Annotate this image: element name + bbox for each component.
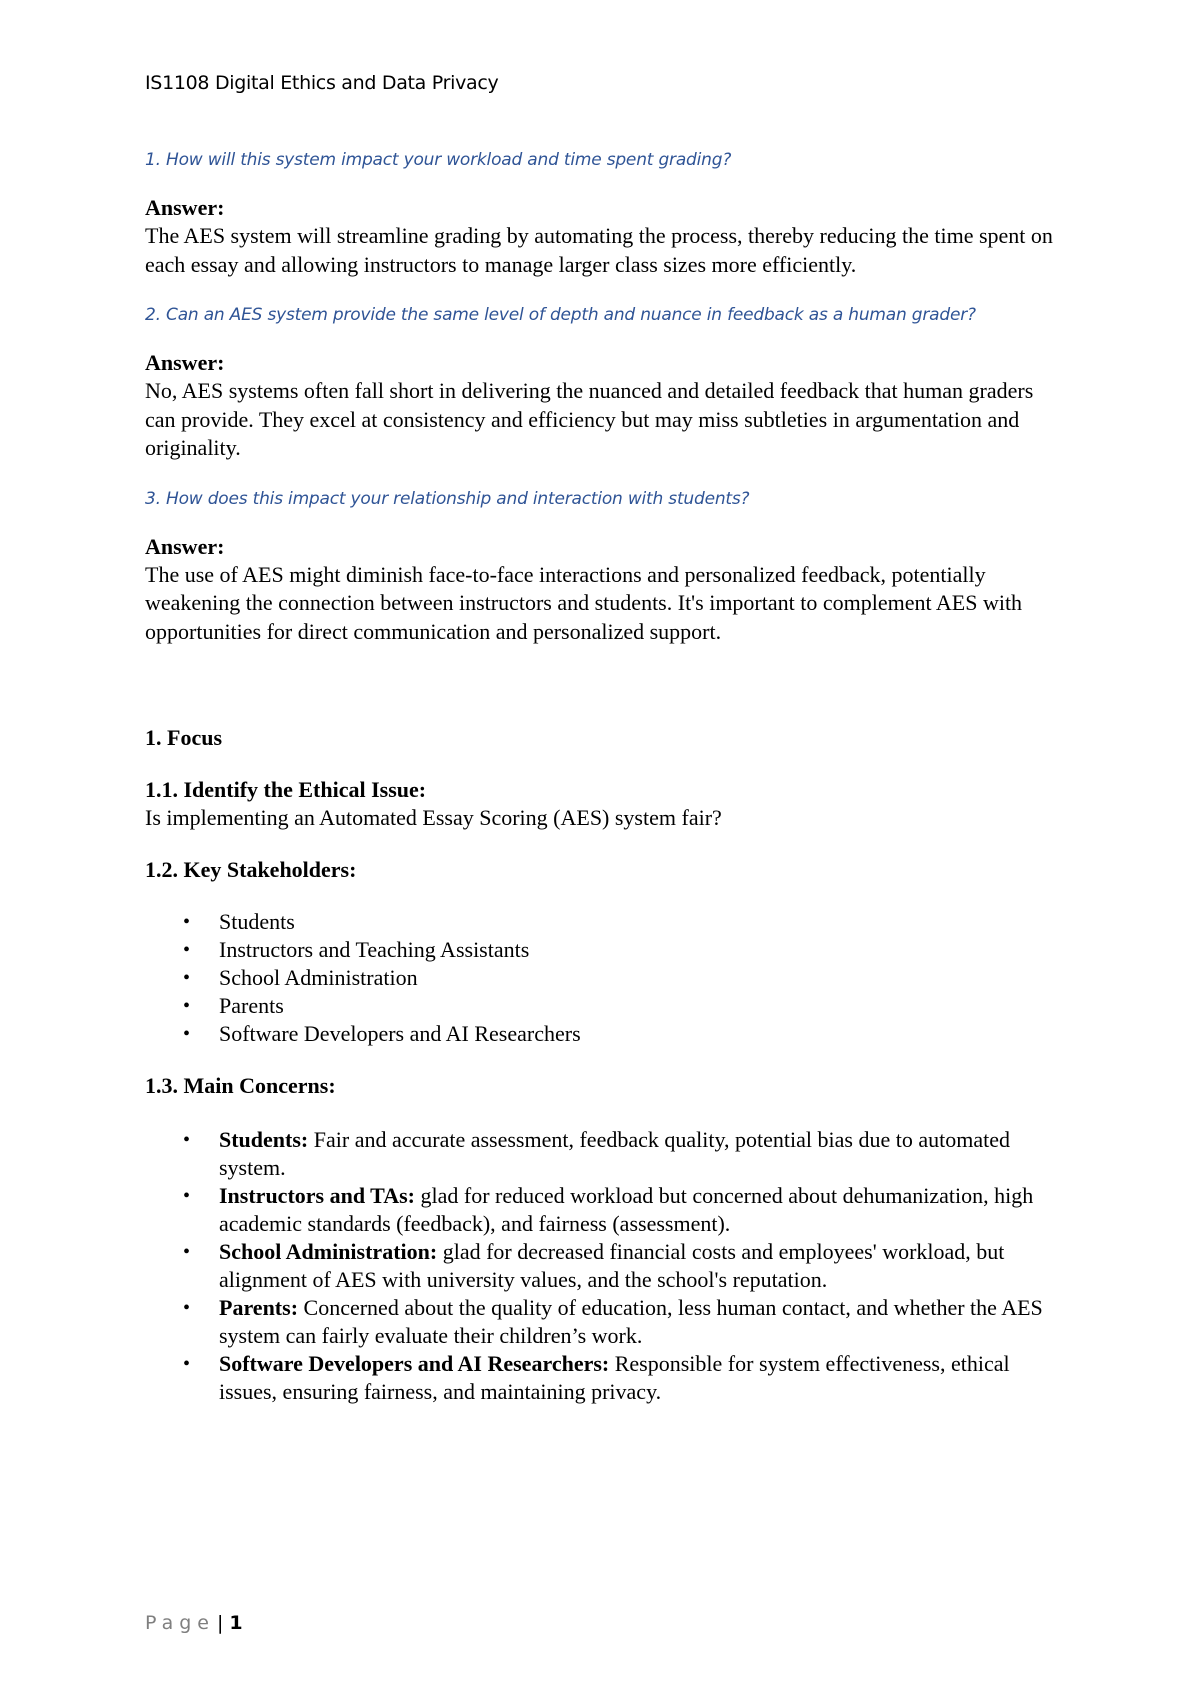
bullet-icon: • — [183, 1241, 191, 1263]
ethical-issue-heading: 1.1. Identify the Ethical Issue: — [145, 777, 427, 802]
concern-who: Instructors and TAs: — [219, 1183, 415, 1208]
ethical-issue-text: Is implementing an Automated Essay Scoring (AES) system fair? — [145, 805, 722, 830]
bullet-icon: • — [183, 1297, 191, 1319]
qa-block-2 — [145, 305, 1065, 463]
concern-who: Software Developers and AI Researchers: — [219, 1351, 610, 1376]
bullet-icon: • — [183, 1023, 191, 1045]
bullet-icon: • — [183, 1129, 191, 1151]
page-label: Page — [145, 1612, 215, 1634]
page-number: 1 — [229, 1612, 243, 1634]
concerns-list — [145, 1126, 1065, 1406]
list-item: • Parents — [183, 993, 284, 1018]
page-header: IS1108 Digital Ethics and Data Privacy — [145, 72, 499, 94]
list-item — [145, 1350, 1065, 1406]
focus-section — [145, 724, 1065, 1406]
bullet-icon: • — [183, 1353, 191, 1375]
concern-text: Responsible for system effectiveness, ethical issues, ensuring fairness, and maintaining privacy. — [219, 1351, 1010, 1404]
qa-block-3 — [145, 489, 1065, 647]
answer-label-1: Answer: — [145, 195, 225, 220]
concern-who: School Administration: — [219, 1239, 438, 1264]
document-body — [145, 150, 1065, 1406]
page-separator: | — [217, 1612, 224, 1634]
answer-text-1: The AES system will streamline grading by automating the process, thereby reducing the time spent on each essay and allowing instructors to manage larger class sizes more efficiently. — [145, 223, 1053, 277]
list-item: • Software Developers and AI Researchers — [183, 1021, 581, 1046]
list-item — [145, 1126, 1065, 1182]
concern-text: Fair and accurate assessment, feedback quality, potential bias due to automated system. — [219, 1127, 1010, 1180]
list-item: • Instructors and Teaching Assistants — [183, 937, 530, 962]
answer-text-3: The use of AES might diminish face-to-face interactions and personalized feedback, potentially weakening the connection between instructors and students. It's important to complement AES with opportunities for direct communication and personalized support. — [145, 561, 1023, 644]
concern-text: glad for reduced workload but concerned about dehumanization, high academic standards (feedback), and fairness (assessment). — [219, 1183, 1034, 1236]
bullet-icon: • — [183, 911, 191, 933]
question-2: 2. Can an AES system provide the same level of depth and nuance in feedback as a human grader? — [145, 305, 976, 325]
answer-text-2: No, AES systems often fall short in delivering the nuanced and detailed feedback that human graders can provide. They excel at consistency and efficiency but may miss subtleties in argumentation and originality. — [145, 378, 1034, 460]
list-item: • Students — [183, 909, 295, 934]
bullet-icon: • — [183, 1185, 191, 1207]
answer-label-2: Answer: — [145, 350, 225, 375]
concern-who: Students: — [219, 1127, 309, 1152]
stakeholders-heading: 1.2. Key Stakeholders: — [145, 857, 357, 882]
qa-block-1 — [145, 150, 1065, 279]
bullet-icon: • — [183, 939, 191, 961]
bullet-icon: • — [183, 995, 191, 1017]
stakeholders-list — [145, 908, 1065, 1048]
focus-title: 1. Focus — [145, 725, 222, 750]
list-item — [145, 1182, 1065, 1238]
bullet-icon: • — [183, 967, 191, 989]
list-item: • School Administration — [183, 965, 418, 990]
question-1: 1. How will this system impact your workload and time spent grading? — [145, 150, 732, 170]
question-3: 3. How does this impact your relationship and interaction with students? — [145, 488, 750, 509]
list-item — [145, 1294, 1065, 1350]
concern-who: Parents: — [219, 1295, 299, 1320]
answer-label-3: Answer: — [145, 533, 225, 559]
concern-text: Concerned about the quality of education, less human contact, and whether the AES system can fairly evaluate their children’s work. — [219, 1295, 1043, 1348]
page-footer — [145, 1612, 243, 1634]
concerns-heading: 1.3. Main Concerns: — [145, 1073, 336, 1098]
list-item — [145, 1238, 1065, 1294]
concern-text: glad for decreased financial costs and employees' workload, but alignment of AES with university values, and the school's reputation. — [219, 1239, 1005, 1292]
